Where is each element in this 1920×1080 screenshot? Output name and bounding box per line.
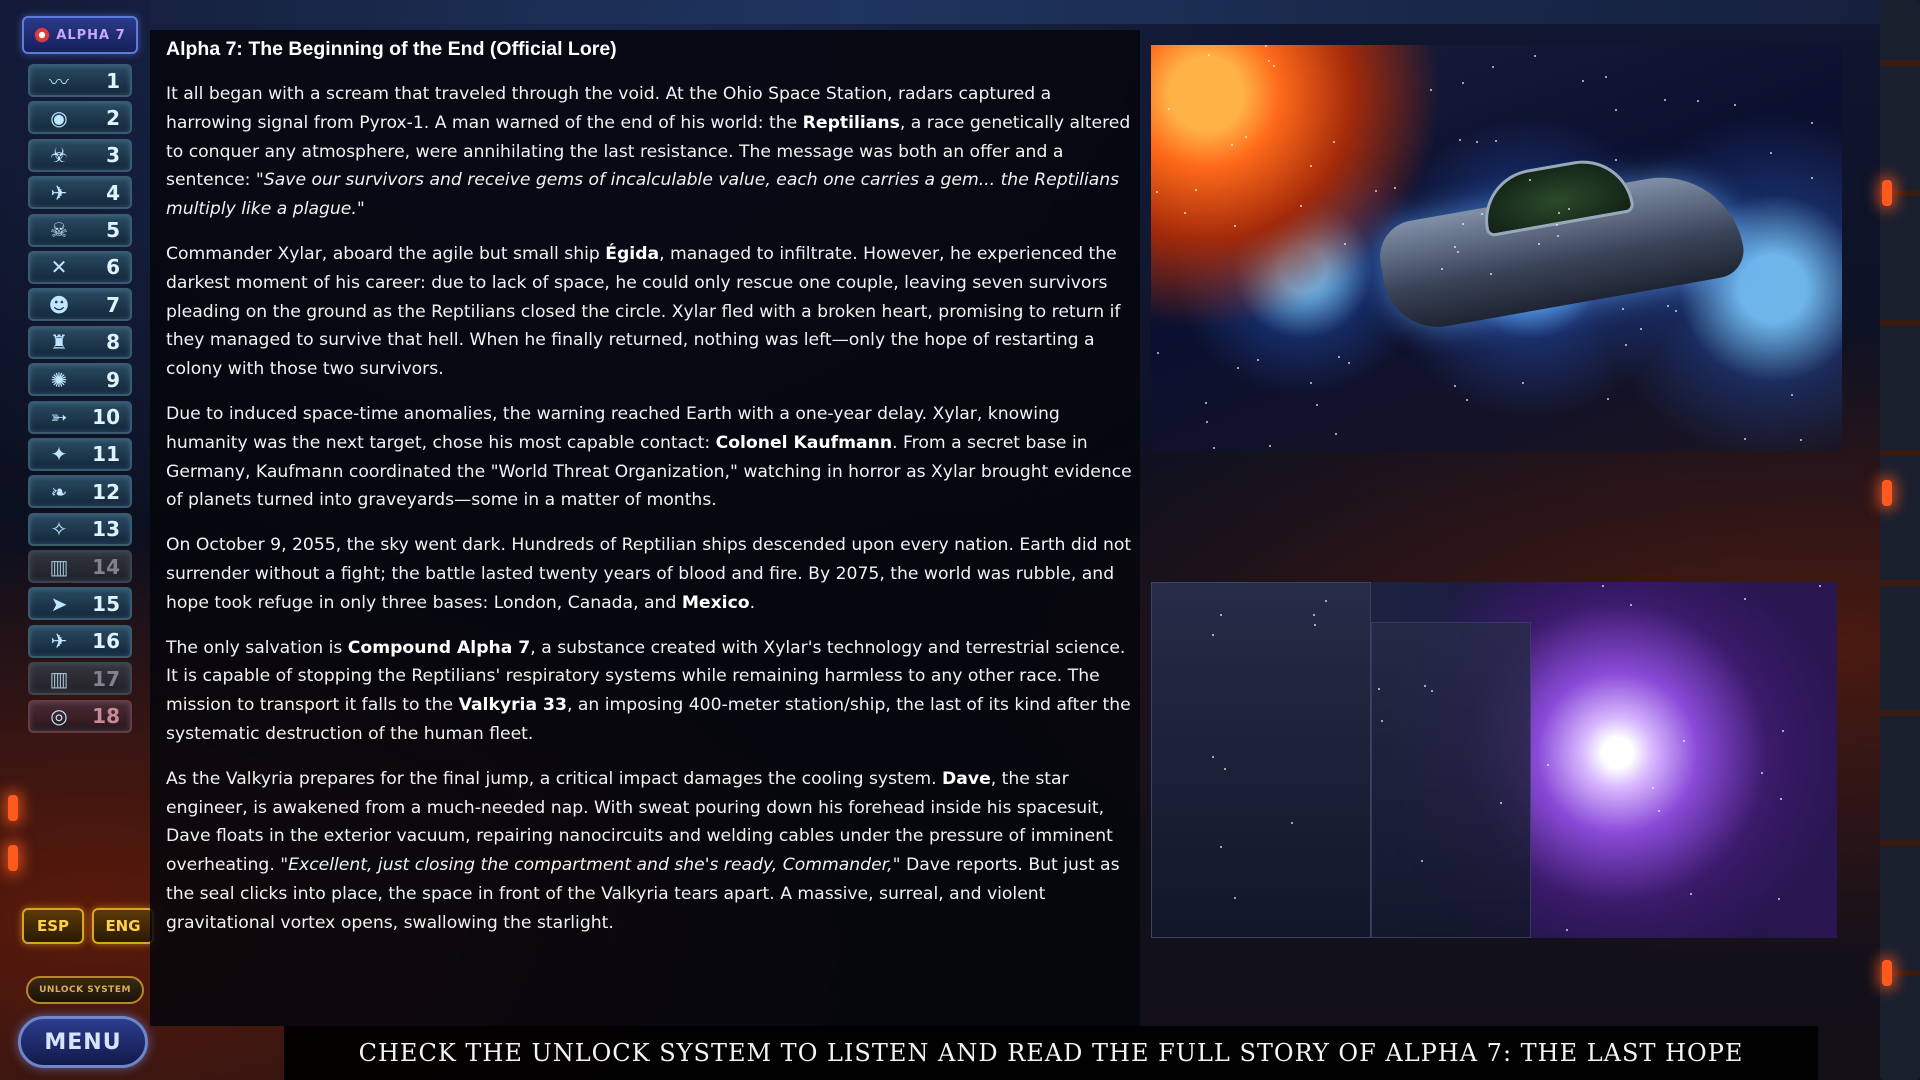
gate-icon: ▥	[49, 554, 69, 579]
star	[1459, 139, 1461, 141]
star	[1664, 99, 1666, 101]
star	[1156, 191, 1158, 193]
level-14-button[interactable]	[28, 550, 132, 583]
top-frame	[150, 0, 1910, 24]
story-paragraph: On October 9, 2055, the sky went dark. Hundreds of Reptilian ships descended upon every nation. Earth did not surrender without a fight; the battle lasted twenty years of blood and fire. By 2075, the world was rubble, and hope took refuge in only three bases: London, Canada, and Mexico.	[166, 535, 1132, 613]
menu-button[interactable]: MENU	[18, 1016, 148, 1068]
level-number: 9	[106, 367, 120, 392]
star	[1168, 108, 1170, 110]
star	[1697, 100, 1699, 102]
star	[1466, 399, 1468, 401]
story-text	[166, 36, 1136, 954]
star	[1690, 893, 1692, 895]
star	[1205, 402, 1207, 404]
star	[1791, 394, 1793, 396]
star	[1224, 768, 1226, 770]
frame-light	[1882, 960, 1892, 986]
frame-light	[1882, 480, 1892, 506]
frame-light	[8, 795, 18, 821]
spaceship-icon: ✈	[50, 180, 68, 205]
star	[1675, 310, 1677, 312]
star	[1640, 328, 1642, 330]
level-4-button[interactable]	[28, 176, 132, 209]
star	[1310, 165, 1312, 167]
star	[1534, 55, 1536, 57]
level-15-button[interactable]	[28, 587, 132, 620]
level-6-button[interactable]	[28, 251, 132, 284]
star	[1800, 439, 1802, 441]
star	[1652, 787, 1654, 789]
eye-icon: ◉	[50, 105, 68, 130]
star	[1220, 846, 1222, 848]
vortex-artwork	[1151, 582, 1837, 938]
frame-light	[8, 845, 18, 871]
unlock-hint-banner	[284, 1026, 1818, 1080]
star	[1734, 104, 1736, 106]
fish-icon: ➳	[50, 405, 68, 430]
spaceship-artwork	[1151, 45, 1842, 451]
star	[1811, 177, 1813, 179]
level-number: 16	[92, 629, 120, 654]
star	[1212, 756, 1214, 758]
level-10-button[interactable]	[28, 401, 132, 434]
level-number: 4	[106, 180, 120, 205]
level-number: 10	[92, 405, 120, 430]
banner-text: CHECK THE UNLOCK SYSTEM TO LISTEN AND READ THE FULL STORY OF ALPHA 7: THE LAST HOPE	[358, 1039, 1744, 1067]
star	[1273, 65, 1275, 67]
target-icon: ◎	[50, 704, 68, 729]
skull-icon: ☠	[50, 218, 68, 243]
star	[1394, 187, 1396, 189]
level-number: 14	[92, 554, 120, 579]
level-number: 13	[92, 517, 120, 542]
lizard-icon: ✦	[50, 442, 68, 467]
star	[1605, 76, 1607, 78]
star	[1462, 82, 1464, 84]
star	[1316, 404, 1318, 406]
star	[1348, 362, 1350, 364]
level-number: 2	[106, 105, 120, 130]
story-paragraph: As the Valkyria prepares for the final jump, a critical impact damages the cooling system. Dave, the star engineer, is awakened from a much-needed nap. With sweat pouring down his forehead inside his spacesuit, Dave floats in the exterior vacuum, repairing nanocircuits and welding cables under the pressure of imminent overheating. "Excellent, just closing the compartment and she's ready, Commander," Dave reports. But just as the seal clicks into place, the space in front of the Valkyria tears apart. A massive, surreal, and violent gravitational vortex opens, swallowing the starlight.	[166, 768, 1120, 933]
level-1-button[interactable]	[28, 64, 132, 97]
star	[1245, 136, 1247, 138]
city-icon: ♜	[50, 330, 68, 355]
level-number: 7	[106, 292, 120, 317]
star	[1658, 810, 1660, 812]
star	[1778, 898, 1780, 900]
star	[1547, 764, 1549, 766]
alien-head-icon: ☻	[48, 292, 70, 317]
gate-icon: ▥	[49, 666, 69, 691]
star	[1375, 190, 1377, 192]
star	[1268, 60, 1270, 62]
star	[1234, 225, 1236, 227]
level-number: 5	[106, 218, 120, 243]
star	[1335, 433, 1337, 435]
station-wall	[1371, 622, 1531, 938]
star	[1333, 141, 1335, 143]
star	[1454, 385, 1456, 387]
story-paragraph: The only salvation is Compound Alpha 7, a substance created with Xylar's technology and terrestrial science. It is capable of stopping the Reptilians' respiratory systems while remaining harmless to any other race. The mission to transport it falls to the Valkyria 33, an imposing 400-meter station/ship, the last of its kind after the systematic destruction of the human fleet.	[166, 637, 1131, 744]
star	[1770, 152, 1772, 154]
star	[1683, 740, 1685, 742]
level-8-button[interactable]	[28, 326, 132, 359]
story-title: Alpha 7: The Beginning of the End (Official Lore)	[166, 38, 617, 60]
star	[1269, 445, 1271, 447]
star	[1615, 109, 1617, 111]
star	[1490, 273, 1492, 275]
level-2-button[interactable]	[28, 101, 132, 134]
star	[1630, 604, 1632, 606]
star	[1310, 382, 1312, 384]
star	[1195, 189, 1197, 191]
star	[1476, 141, 1478, 143]
star	[1819, 585, 1821, 587]
star	[1568, 208, 1570, 210]
star	[1457, 251, 1459, 253]
star	[1556, 224, 1558, 226]
dragon-icon: ❧	[50, 479, 68, 504]
level-number: 15	[92, 591, 120, 616]
star	[1780, 798, 1782, 800]
level-list	[28, 64, 132, 737]
level-number: 17	[92, 666, 120, 691]
language-esp-button[interactable]: ESP	[22, 908, 84, 944]
star	[1265, 45, 1267, 47]
star	[1492, 66, 1494, 68]
star	[1378, 688, 1380, 690]
star	[1257, 359, 1259, 361]
story-paragraph: Due to induced space-time anomalies, the warning reached Earth with a one-year delay. Xylar, knowing humanity was the next target, chose his most capable contact: Colonel Kaufmann. From a secret base in Germany, Kaufmann coordinated the "World Threat Organization," watching in horror as Xylar brought evidence of planets turned into graveyards—some in a matter of months.	[166, 403, 1132, 511]
star	[1625, 344, 1627, 346]
star	[1213, 447, 1215, 449]
shuttle-icon: ➤	[50, 591, 68, 616]
crossed-tools-icon: ✕	[50, 255, 68, 280]
language-eng-button[interactable]: ENG	[92, 908, 154, 944]
star	[1220, 614, 1222, 616]
level-9-button[interactable]	[28, 363, 132, 396]
level-11-button[interactable]	[28, 438, 132, 471]
story-paragraph: It all began with a scream that traveled through the void. At the Ohio Space Station, radars captured a harrowing signal from Pyrox-1. A man warned of the end of his world: the Reptilians, a race genetically altered to conquer any atmosphere, were annihilating the last resistance. The message was both an offer and a sentence: "Save our survivors and receive gems of incalculable value, each one carries a gem... the Reptilians multiply like a plague."	[166, 84, 1131, 220]
level-5-button[interactable]	[28, 214, 132, 247]
alpha7-logo-button[interactable]	[22, 16, 138, 54]
level-18-button[interactable]	[28, 700, 132, 733]
level-3-button[interactable]	[28, 139, 132, 172]
level-12-button[interactable]	[28, 475, 132, 508]
biohazard-icon: ☣	[50, 143, 68, 168]
fighter-icon: ✈	[50, 629, 68, 654]
star	[1566, 929, 1568, 931]
level-number: 1	[106, 68, 120, 93]
star	[1430, 89, 1432, 91]
star	[1744, 598, 1746, 600]
level-7-button[interactable]	[28, 288, 132, 321]
star	[1231, 144, 1233, 146]
level-number: 8	[106, 330, 120, 355]
star	[1582, 80, 1584, 82]
virus-icon: ✺	[50, 367, 68, 392]
level-13-button[interactable]	[28, 513, 132, 546]
soundwave-icon: 〰	[49, 70, 69, 94]
star	[1212, 634, 1214, 636]
star	[1208, 54, 1210, 56]
creature-icon: ✧	[50, 517, 68, 542]
star	[1237, 367, 1239, 369]
level-16-button[interactable]	[28, 625, 132, 658]
star	[1184, 212, 1186, 214]
star	[1667, 305, 1669, 307]
star	[1615, 159, 1617, 161]
unlock-system-button[interactable]: UNLOCK SYSTEM	[26, 976, 144, 1004]
star	[1157, 352, 1159, 354]
frame-light	[1882, 180, 1892, 206]
story-paragraph: Commander Xylar, aboard the agile but small ship Égida, managed to infiltrate. However, he experienced the darkest moment of his career: due to lack of space, he could only rescue one couple, leaving seven survivors pleading on the ground as the Reptilians closed the circle. Xylar fled with a broken heart, promising to return if they managed to survive that hell. When he finally returned, nothing was left—only the hope of restarting a colony with those two survivors.	[166, 243, 1121, 380]
level-number: 18	[92, 704, 120, 729]
level-number: 6	[106, 255, 120, 280]
star	[1495, 140, 1497, 142]
star	[1500, 802, 1502, 804]
star	[1782, 730, 1784, 732]
level-number: 12	[92, 479, 120, 504]
star	[1761, 772, 1763, 774]
level-number: 11	[92, 442, 120, 467]
station-wall	[1151, 582, 1371, 938]
alpha7-emblem-icon	[34, 27, 50, 43]
level-17-button[interactable]	[28, 662, 132, 695]
language-selector	[22, 908, 162, 944]
star	[1344, 243, 1346, 245]
level-number: 3	[106, 143, 120, 168]
star	[1744, 438, 1746, 440]
logo-text: ALPHA 7	[56, 27, 126, 43]
star	[1811, 122, 1813, 124]
level-rail	[18, 12, 148, 1072]
right-frame	[1880, 0, 1920, 1080]
star	[1607, 398, 1609, 400]
star	[1622, 308, 1624, 310]
star	[1300, 205, 1302, 207]
star	[1522, 382, 1524, 384]
star	[1206, 421, 1208, 423]
star	[1602, 585, 1604, 587]
star	[1338, 356, 1340, 358]
